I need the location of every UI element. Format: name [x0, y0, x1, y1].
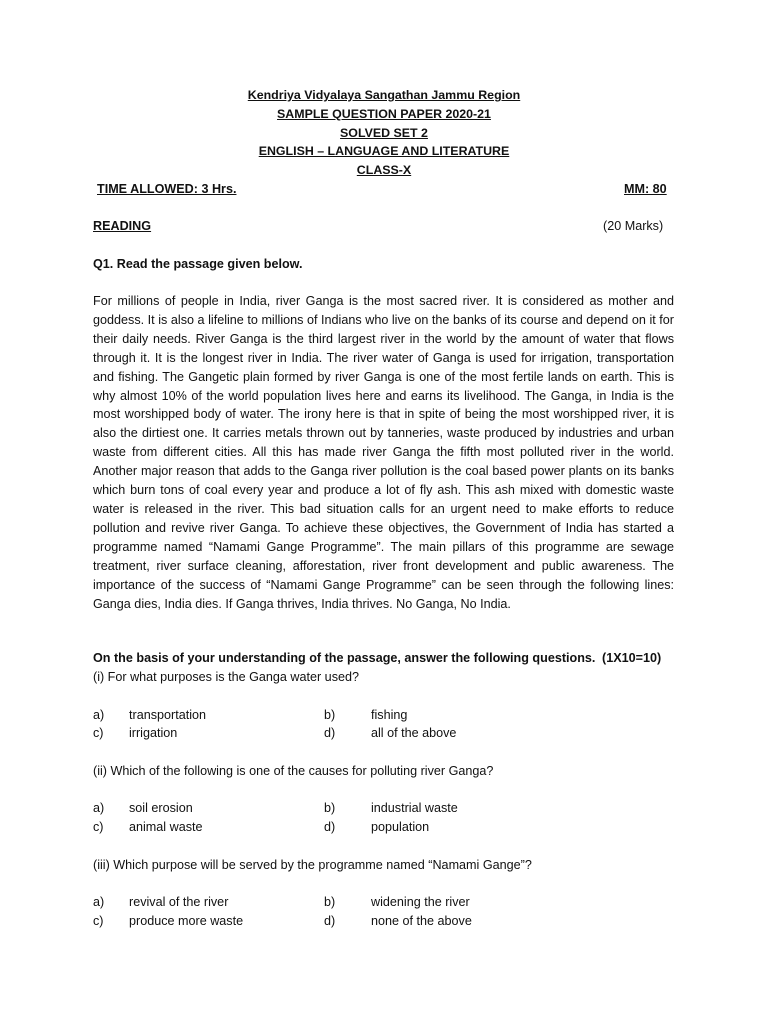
option-text: industrial waste: [371, 801, 458, 815]
option-letter: a): [93, 801, 105, 815]
option-text: soil erosion: [129, 801, 193, 815]
reading-passage: For millions of people in India, river Ganga is the most sacred river. It is considered as mother and goddess. It is also a lifeline to millions of Indians who live on the banks of its course and depend on it for their daily needs. River Ganga is the third largest river in the world by the amount of water that flows through it. It is the longest river in India. The river water of Ganga is used for irrigation, transportation and fishing. The Gangetic plain formed by river Ganga is one of the most fertile lands on earth. This is why almost 10% of the world population lives here and earns its livelihood. The Ganga, in India is the most worshipped body of water. The irony here is that in spite of being the most worshipped river, it is also the dirtiest one. It carries metals thrown out by tanneries, waste produced by industries and urban waste from different cities. All this has made river Ganga the fifth most polluted river in the world. Another major reason that adds to the Ganga river pollution is the coal based power plants on its banks which burn tons of coal every year and produce a lot of fly ash. This ash mixed with domestic waste water is released in the river. This bad situation calls for an urgent need to make efforts to reduce pollution and revive river Ganga. To achieve these objectives, the Government of India has started a programme named “Namami Gange Programme”. The main pillars of this programme are sewage treatment, river surface cleaning, afforestation, river front development and public awareness. The importance of the success of “Namami Gange Programme” can be seen through the following lines: Ganga dies, India dies. If Ganga thrives, India thrives. No Ganga, No India.: [93, 294, 674, 611]
option-letter: a): [93, 708, 105, 722]
option-letter: b): [324, 895, 336, 909]
option-letter: b): [324, 801, 336, 815]
option-text: widening the river: [371, 895, 470, 909]
option-letter: a): [93, 895, 105, 909]
directions-marks: (1X10=10): [602, 651, 662, 665]
option-text: revival of the river: [129, 895, 229, 909]
option-text: transportation: [129, 708, 207, 722]
section-marks: (20 Marks): [603, 219, 664, 233]
option-text: animal waste: [129, 820, 203, 834]
option-letter: d): [324, 726, 336, 740]
class-label: CLASS-X: [356, 163, 412, 177]
question-text: (ii) Which of the following is one of the causes for polluting river Ganga?: [93, 764, 494, 778]
option-letter: c): [93, 820, 104, 834]
option-letter: b): [324, 708, 336, 722]
paper-title: SAMPLE QUESTION PAPER 2020-21: [277, 107, 491, 121]
set-label: SOLVED SET 2: [340, 126, 428, 140]
option-text: fishing: [371, 708, 408, 722]
school-name: Kendriya Vidyalaya Sangathan Jammu Region: [247, 88, 521, 102]
option-text: none of the above: [371, 914, 472, 928]
q1-instruction: Q1. Read the passage given below.: [93, 257, 303, 271]
option-text: irrigation: [129, 726, 178, 740]
section-title: READING: [93, 219, 152, 233]
question-text: (i) For what purposes is the Ganga water used?: [93, 670, 359, 684]
directions: On the basis of your understanding of the passage, answer the following questions.: [93, 651, 596, 665]
option-text: population: [371, 820, 430, 834]
option-text: all of the above: [371, 726, 457, 740]
option-letter: c): [93, 726, 104, 740]
option-letter: d): [324, 820, 336, 834]
subject-title: ENGLISH – LANGUAGE AND LITERATURE: [258, 144, 510, 158]
time-allowed: TIME ALLOWED: 3 Hrs.: [97, 182, 237, 196]
question-text: (iii) Which purpose will be served by the programme named “Namami Gange”?: [93, 858, 532, 872]
option-text: produce more waste: [129, 914, 244, 928]
max-marks: MM: 80: [624, 182, 667, 196]
option-letter: c): [93, 914, 104, 928]
option-letter: d): [324, 914, 336, 928]
